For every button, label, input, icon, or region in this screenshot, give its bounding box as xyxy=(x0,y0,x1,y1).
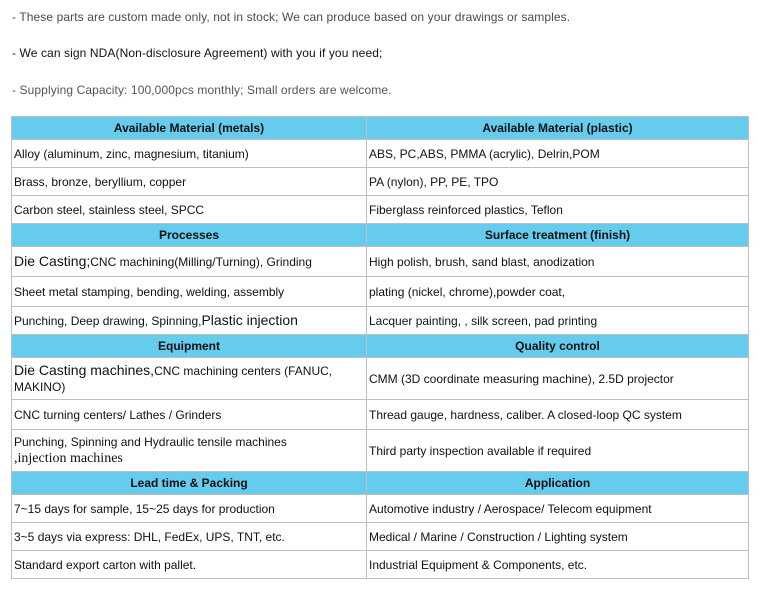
cell-metal: Brass, bronze, beryllium, copper xyxy=(12,168,367,196)
table-header-row xyxy=(12,335,749,358)
cell-application: Medical / Marine / Construction / Lighting system xyxy=(367,523,749,551)
table-row xyxy=(12,430,749,472)
cell-equipment xyxy=(12,430,367,472)
table-row xyxy=(12,307,749,335)
cell-qc: Third party inspection available if required xyxy=(367,430,749,472)
cell-lead-time: Standard export carton with pallet. xyxy=(12,551,367,579)
cell-finish: plating (nickel, chrome),powder coat, xyxy=(367,277,749,307)
cell-qc: CMM (3D coordinate measuring machine), 2.5D projector xyxy=(367,358,749,400)
cell-finish: High polish, brush, sand blast, anodization xyxy=(367,247,749,277)
cell-process xyxy=(12,247,367,277)
cell-qc: Thread gauge, hardness, caliber. A closed-loop QC system xyxy=(367,400,749,430)
table-row xyxy=(12,551,749,579)
cell-process-text: CNC machining(Milling/Turning), Grinding xyxy=(90,255,312,269)
table-row xyxy=(12,277,749,307)
header-processes: Processes xyxy=(12,224,367,247)
cell-equipment-highlight: Die Casting machines, xyxy=(14,362,155,378)
note-custom-made: - These parts are custom made only, not in stock; We can produce based on your drawings or samples. xyxy=(12,10,571,24)
table-row xyxy=(12,495,749,523)
cell-lead-time: 3~5 days via express: DHL, FedEx, UPS, TNT, etc. xyxy=(12,523,367,551)
cell-application: Industrial Equipment & Components, etc. xyxy=(367,551,749,579)
cell-equipment: CNC turning centers/ Lathes / Grinders xyxy=(12,400,367,430)
cell-equipment xyxy=(12,358,367,400)
table-header-row xyxy=(12,117,749,140)
cell-process: Sheet metal stamping, bending, welding, assembly xyxy=(12,277,367,307)
header-equipment: Equipment xyxy=(12,335,367,358)
header-quality-control: Quality control xyxy=(367,335,749,358)
cell-equipment-text: CNC machining centers (FANUC, MAKINO) xyxy=(14,364,333,394)
header-surface-treatment: Surface treatment (finish) xyxy=(367,224,749,247)
cell-process-highlight: Plastic injection xyxy=(201,312,298,328)
cell-lead-time: 7~15 days for sample, 15~25 days for production xyxy=(12,495,367,523)
cell-application: Automotive industry / Aerospace/ Telecom equipment xyxy=(367,495,749,523)
cell-finish: Lacquer painting, , silk screen, pad printing xyxy=(367,307,749,335)
cell-metal: Carbon steel, stainless steel, SPCC xyxy=(12,196,367,224)
cell-equipment-text: Punching, Spinning and Hydraulic tensile machines xyxy=(14,435,287,449)
cell-process-text: Punching, Deep drawing, Spinning, xyxy=(14,314,202,328)
table-row xyxy=(12,400,749,430)
header-application: Application xyxy=(367,472,749,495)
table-row xyxy=(12,140,749,168)
table-row xyxy=(12,247,749,277)
table-header-row xyxy=(12,224,749,247)
note-nda: - We can sign NDA(Non-disclosure Agreement) with you if you need; xyxy=(12,46,383,60)
note-capacity: - Supplying Capacity: 100,000pcs monthly; Small orders are welcome. xyxy=(12,83,392,97)
cell-process-highlight: Die Casting; xyxy=(14,253,91,269)
cell-plastic: Fiberglass reinforced plastics, Teflon xyxy=(367,196,749,224)
table-row xyxy=(12,168,749,196)
cell-equipment-serif: ,injection machines xyxy=(14,451,123,466)
header-metals: Available Material (metals) xyxy=(12,117,367,140)
cell-metal: Alloy (aluminum, zinc, magnesium, titanium) xyxy=(12,140,367,168)
table-row xyxy=(12,523,749,551)
table-row xyxy=(12,358,749,400)
header-plastic: Available Material (plastic) xyxy=(367,117,749,140)
cell-plastic: ABS, PC,ABS, PMMA (acrylic), Delrin,POM xyxy=(367,140,749,168)
capabilities-table xyxy=(11,116,749,579)
header-lead-time: Lead time & Packing xyxy=(12,472,367,495)
table-header-row xyxy=(12,472,749,495)
cell-plastic: PA (nylon), PP, PE, TPO xyxy=(367,168,749,196)
table-row xyxy=(12,196,749,224)
cell-process xyxy=(12,307,367,335)
